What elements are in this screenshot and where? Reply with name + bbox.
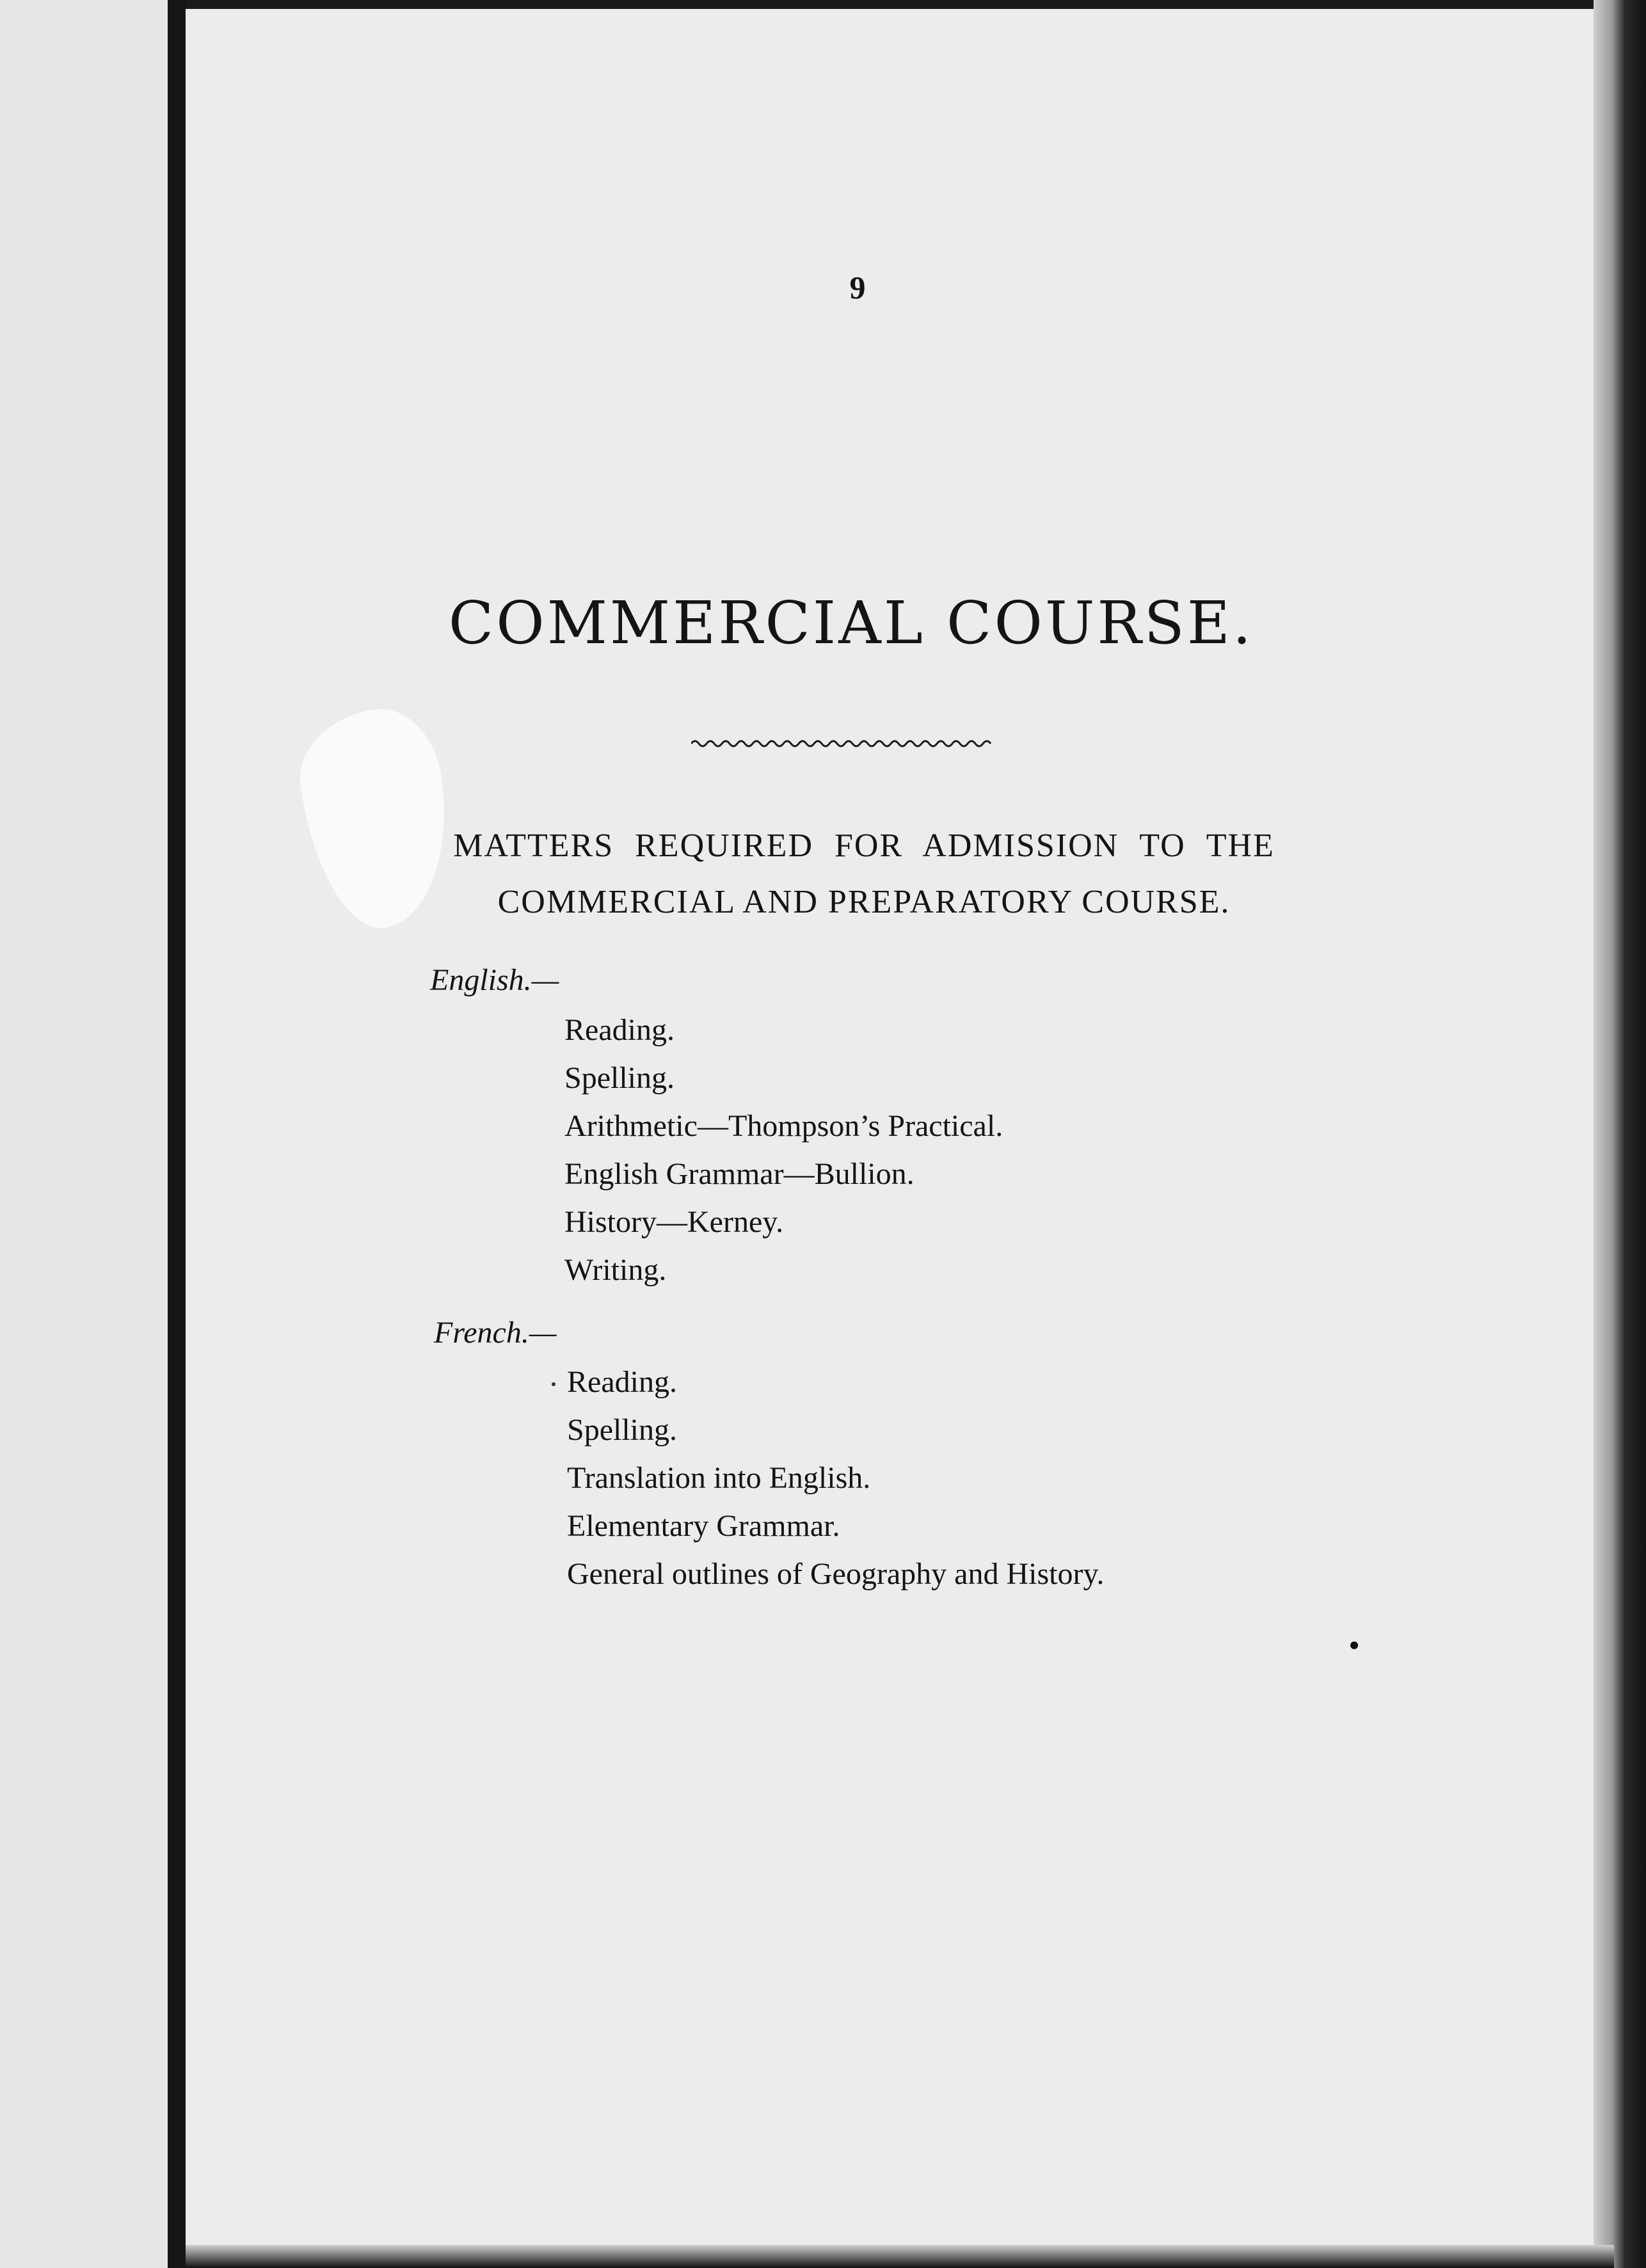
english-item: Arithmetic—Thompson’s Practical. xyxy=(564,1109,1003,1143)
french-item: Reading. xyxy=(567,1365,677,1399)
english-item: Reading. xyxy=(564,1013,675,1047)
top-shadow xyxy=(186,0,1613,9)
page-title: COMMERCIAL COURSE. xyxy=(448,589,1254,657)
french-item: General outlines of Geography and History. xyxy=(567,1557,1105,1591)
section-heading-line-1: MATTERS REQUIRED FOR ADMISSION TO THE xyxy=(453,827,1275,864)
facing-page-edge xyxy=(0,0,173,2268)
ink-speck xyxy=(1350,1641,1358,1649)
french-label: French.— xyxy=(434,1316,557,1350)
english-item: History—Kerney. xyxy=(564,1205,784,1239)
french-item: Translation into English. xyxy=(567,1461,871,1495)
page-number: 9 xyxy=(849,269,866,305)
bottom-page-edge xyxy=(186,2245,1614,2268)
binding-shadow xyxy=(168,0,186,2268)
print-mark xyxy=(552,1382,555,1386)
wavy-divider xyxy=(691,736,992,751)
english-item: Writing. xyxy=(564,1253,667,1287)
right-page-edge xyxy=(1594,0,1646,2268)
french-item: Elementary Grammar. xyxy=(567,1509,840,1543)
section-heading-line-2: COMMERCIAL AND PREPARATORY COURSE. xyxy=(497,884,1231,920)
english-item: Spelling. xyxy=(564,1061,675,1095)
english-item: English Grammar—Bullion. xyxy=(564,1157,915,1191)
french-item: Spelling. xyxy=(567,1413,678,1447)
english-label: English.— xyxy=(430,963,559,997)
